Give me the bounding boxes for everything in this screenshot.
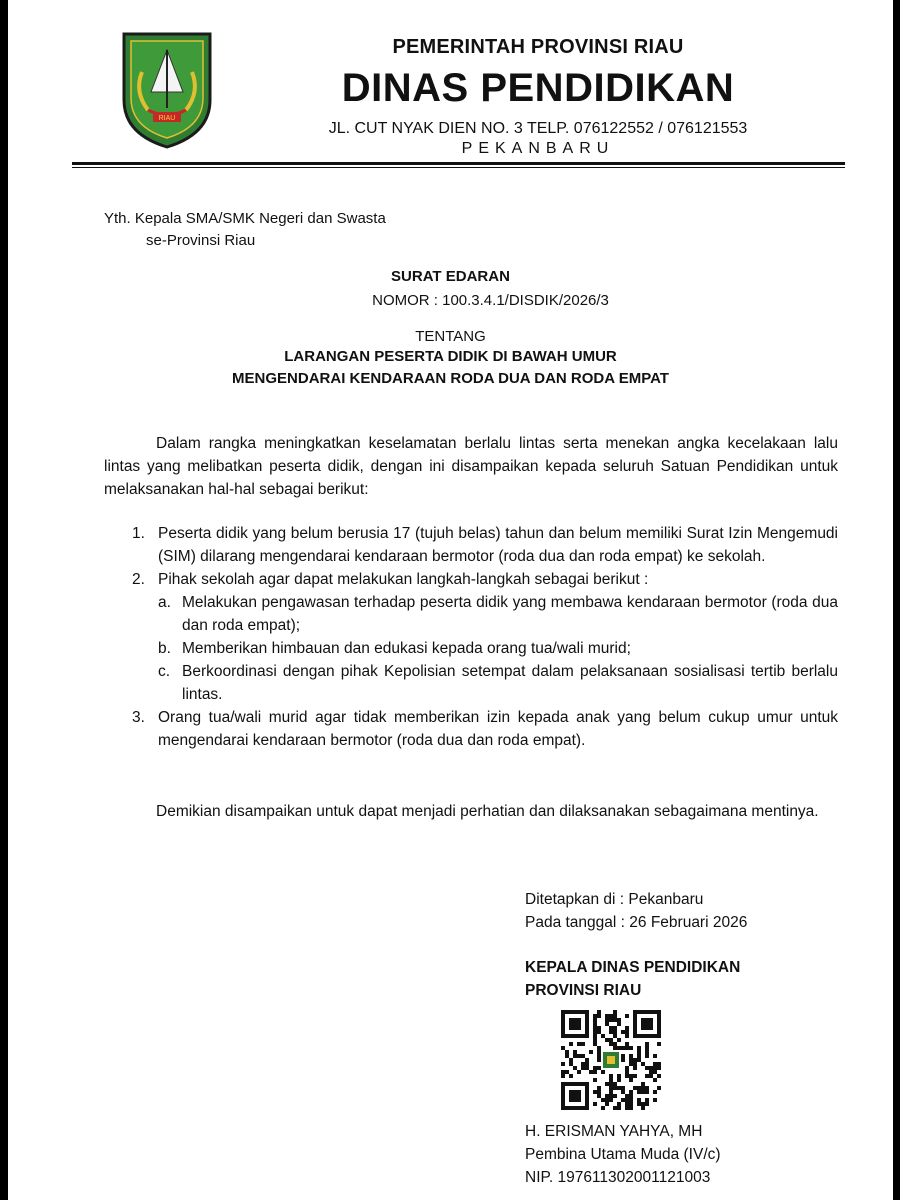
letterhead-rule-thick xyxy=(72,162,845,165)
signatory-name: H. ERISMAN YAHYA, MH xyxy=(525,1123,703,1140)
letter-subject-2: MENGENDARAI KENDARAAN RODA DUA DAN RODA EMPAT xyxy=(232,370,669,387)
closing-paragraph: Demikian disampaikan untuk dapat menjadi perhatian dan dilaksanakan sebagaimana mentinya. xyxy=(156,803,819,820)
list-item xyxy=(104,568,838,706)
recipient-line-1: Yth. Kepala SMA/SMK Negeri dan Swasta xyxy=(104,210,386,227)
sub-list-text: Melakukan pengawasan terhadap peserta didik yang membawa kendaraan bermotor (roda dua dan roda empat); xyxy=(182,594,838,634)
svg-text:RIAU: RIAU xyxy=(158,115,176,122)
document-page xyxy=(8,0,893,1200)
list-number: 1. xyxy=(132,525,145,542)
letter-number: NOMOR : 100.3.4.1/DISDIK/2026/3 xyxy=(372,292,609,309)
letter-title: SURAT EDARAN xyxy=(391,268,510,285)
list-number: 2. xyxy=(132,571,145,588)
agency-name: DINAS PENDIDIKAN xyxy=(341,66,735,110)
signatory-role-line-1: KEPALA DINAS PENDIDIKAN xyxy=(525,959,741,976)
signature-place-date xyxy=(525,888,747,934)
sub-list-item xyxy=(158,660,838,706)
signature-date: Pada tanggal : 26 Februari 2026 xyxy=(525,914,748,931)
signatory-role-line-2: PROVINSI RIAU xyxy=(525,982,642,999)
riau-province-emblem-icon xyxy=(120,30,214,150)
sub-list-item xyxy=(158,591,838,637)
signatory-details xyxy=(525,1120,721,1189)
intro-paragraph: Dalam rangka meningkatkan keselamatan berlalu lintas serta menekan angka kecelakaan lalu lintas yang melibatkan peserta didik, dengan ini disampaikan kepada seluruh Satuan Pendidikan untuk melaksanakan hal-hal sebagai berikut: xyxy=(104,435,838,498)
list-item xyxy=(104,706,838,752)
signature-place: Ditetapkan di : Pekanbaru xyxy=(525,891,704,908)
sub-list-text: Memberikan himbauan dan edukasi kepada orang tua/wali murid; xyxy=(182,640,631,657)
agency-city: PEKANBARU xyxy=(461,140,615,157)
list-text: Pihak sekolah agar dapat melakukan langkah-langkah sebagai berikut : xyxy=(158,571,649,588)
letterhead-rule-thin xyxy=(72,167,845,168)
government-name: PEMERINTAH PROVINSI RIAU xyxy=(392,36,684,58)
qr-code-signature-icon xyxy=(561,1010,661,1110)
sub-list-letter: c. xyxy=(158,663,171,680)
sub-list-text: Berkoordinasi dengan pihak Kepolisian setempat dalam pelaksanaan sosialisasi tertib berlalu lintas. xyxy=(182,663,838,703)
recipient-block xyxy=(104,208,386,252)
instruction-list xyxy=(104,522,838,752)
sub-list-letter: b. xyxy=(158,640,171,657)
recipient-line-2: se-Provinsi Riau xyxy=(146,232,256,249)
signatory-nip: NIP. 197611302001121003 xyxy=(525,1169,711,1186)
list-text: Orang tua/wali murid agar tidak memberikan izin kepada anak yang belum cukup umur untuk mengendarai kendaraan bermotor (roda dua dan roda empat). xyxy=(158,709,838,749)
signatory-role xyxy=(525,956,740,1002)
letter-subject-1: LARANGAN PESERTA DIDIK DI BAWAH UMUR xyxy=(284,348,617,365)
letter-about: TENTANG xyxy=(415,328,486,345)
signatory-rank: Pembina Utama Muda (IV/c) xyxy=(525,1146,721,1163)
list-number: 3. xyxy=(132,709,145,726)
agency-address: JL. CUT NYAK DIEN NO. 3 TELP. 076122552 / 076121553 xyxy=(328,120,748,137)
list-item xyxy=(104,522,838,568)
list-text: Peserta didik yang belum berusia 17 (tujuh belas) tahun dan belum memiliki Surat Izin Mengemudi (SIM) dilarang mengendarai kendaraan bermotor (roda dua dan roda empat) ke sekolah. xyxy=(158,525,838,565)
sub-list-letter: a. xyxy=(158,594,171,611)
sub-list-item xyxy=(158,637,838,660)
